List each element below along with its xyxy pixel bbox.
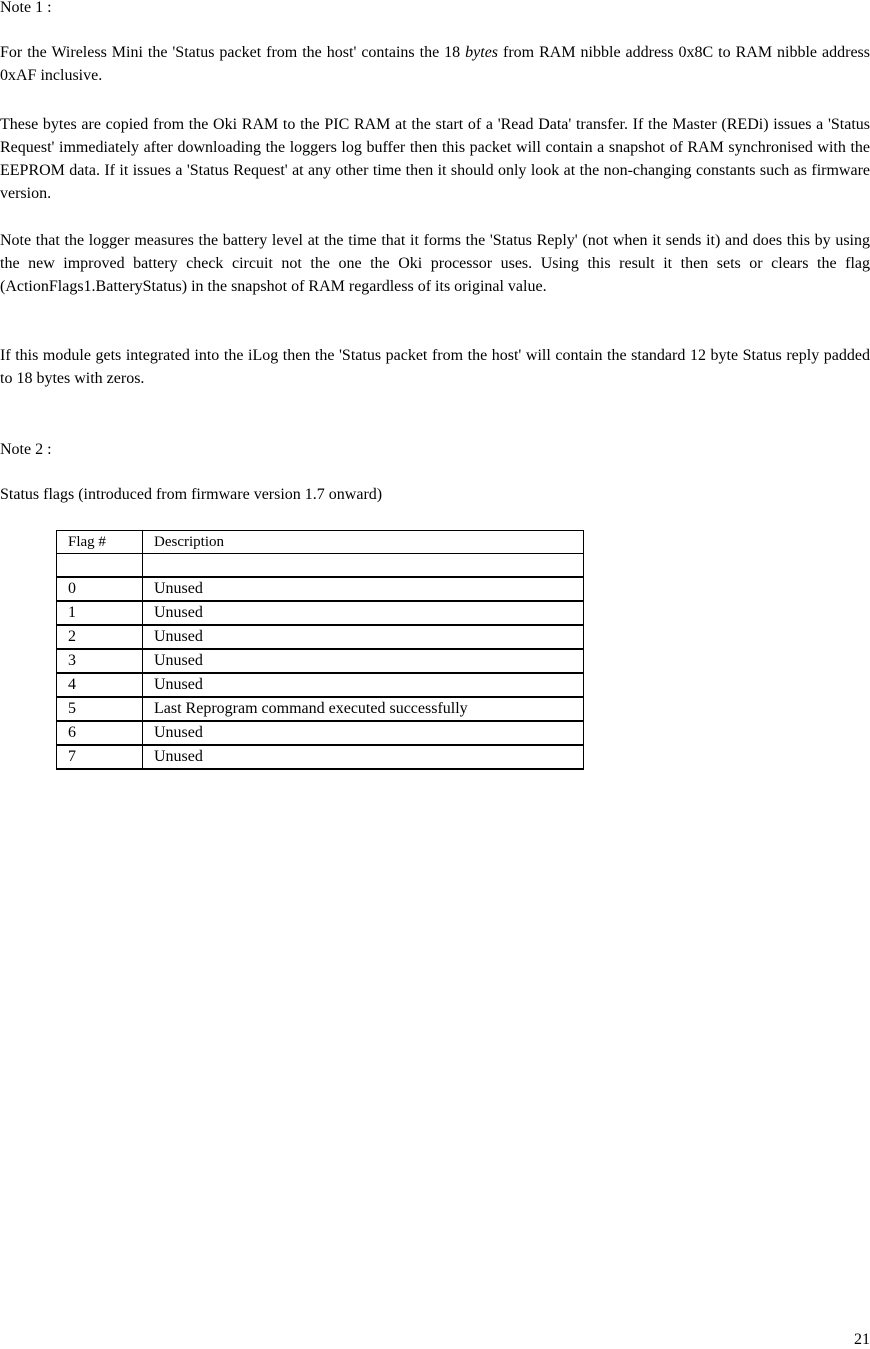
flag-number-cell: 1 [57,601,143,625]
note-1-paragraph-4: If this module gets integrated into the iLog then the 'Status packet from the host' will contain the standard 12 byte Status reply padded to 18 bytes with zeros. [0,347,870,387]
table-row [57,673,584,697]
flag-description-cell: Unused [143,601,584,625]
table-row [57,745,584,769]
flag-description-cell: Unused [143,577,584,601]
flag-description-cell: Unused [143,649,584,673]
flag-description-cell: Unused [143,745,584,769]
note-2-intro: Status flags (introduced from firmware version 1.7 onward) [0,486,383,503]
flag-description-cell: Last Reprogram command executed successfully [143,697,584,721]
note-1-p1-emphasis: bytes [465,44,499,61]
status-flags-table [56,530,584,770]
column-header-description: Description [143,531,584,554]
table-row [57,625,584,649]
note-2-heading: Note 2 : [0,441,52,458]
note-1-p1-text-end: from RAM nibble address 0x8C to RAM nibble address 0xAF inclusive. [0,44,870,84]
table-row [57,649,584,673]
table-row [57,697,584,721]
note-1-p1-text-start: For the Wireless Mini the 'Status packet from the host' contains the 18 [0,44,466,61]
flag-number-cell: 6 [57,721,143,745]
flag-description-cell: Unused [143,673,584,697]
flag-number-cell: 0 [57,577,143,601]
table-row [57,721,584,745]
flag-description-cell [143,554,584,578]
flag-number-cell: 7 [57,745,143,769]
page-number: 21 [854,1331,870,1348]
note-1-paragraph-2: These bytes are copied from the Oki RAM to the PIC RAM at the start of a 'Read Data' transfer. If the Master (REDi) issues a 'Status Request' immediately after downloading the loggers log buffer then this packet will contain a snapshot of RAM synchronised with the EEPROM data. If it issues a 'Status Request' at any other time then it should only look at the non-changing constants such as firmware version. [0,116,870,202]
note-1-paragraph-3: Note that the logger measures the battery level at the time that it forms the 'Status Reply' (not when it sends it) and does this by using the new improved battery check circuit not the one the Oki processor uses. Using this result it then sets or clears the flag (ActionFlags1.BatteryStatus) in the snapshot of RAM regardless of its original value. [0,232,870,295]
table-row [57,554,584,578]
flag-number-cell: 2 [57,625,143,649]
note-1-paragraph-1 [0,41,870,87]
flag-number-cell: 3 [57,649,143,673]
flag-description-cell: Unused [143,625,584,649]
table-row [57,601,584,625]
table-header-row [57,531,584,554]
flag-description-cell: Unused [143,721,584,745]
flag-number-cell: 4 [57,673,143,697]
flag-number-cell: 5 [57,697,143,721]
table-row [57,577,584,601]
column-header-flag: Flag # [57,531,143,554]
note-1-heading: Note 1 : [0,0,52,16]
flag-number-cell [57,554,143,578]
